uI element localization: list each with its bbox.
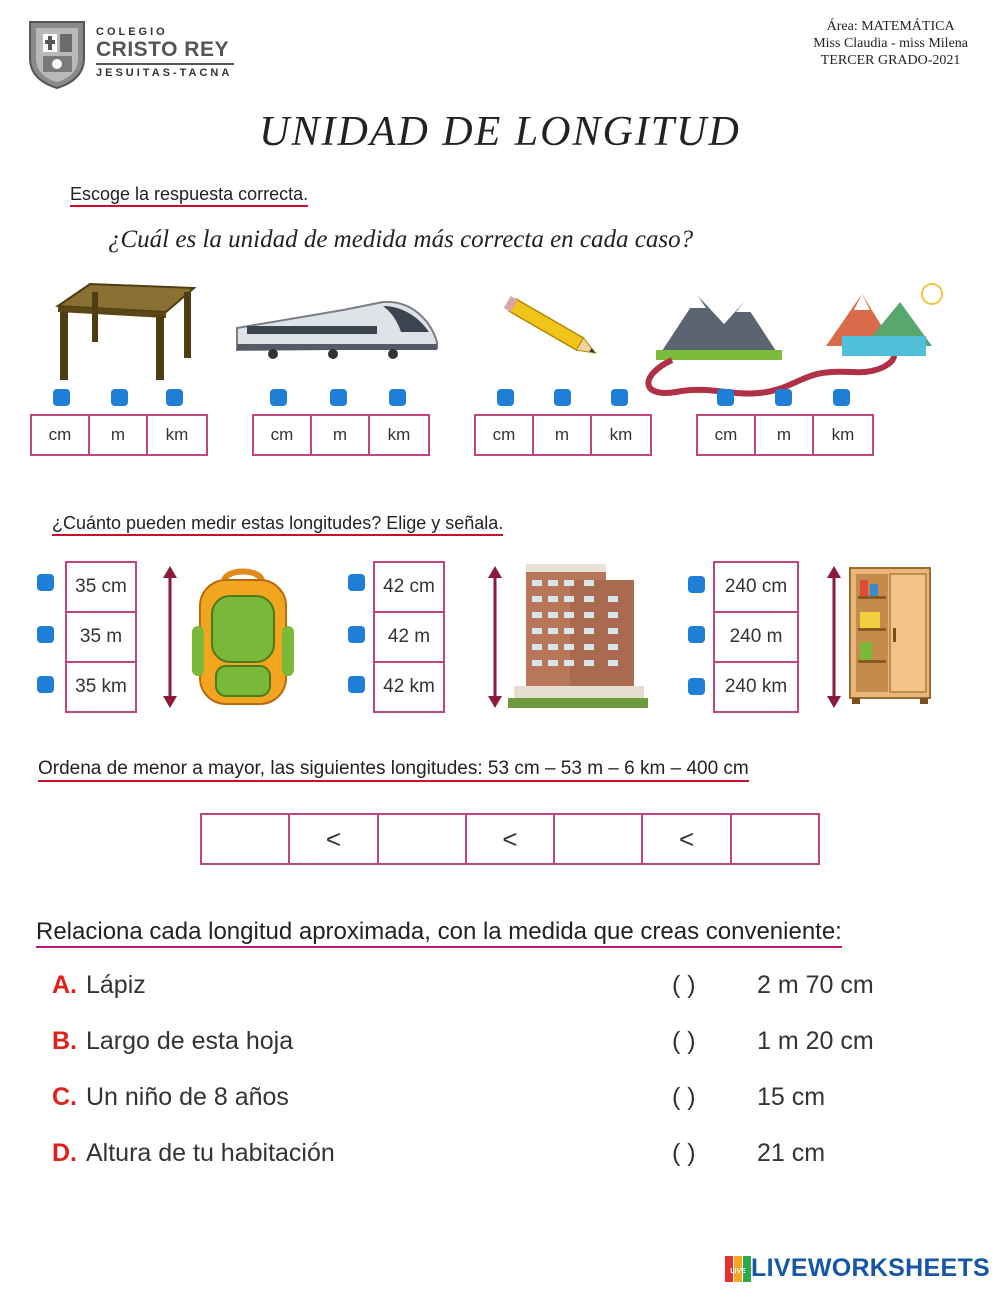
unit-options-table bbox=[30, 414, 208, 456]
unit-checkbox[interactable] bbox=[389, 389, 406, 406]
height-arrow-icon bbox=[825, 566, 843, 708]
liveworksheets-badge-icon bbox=[725, 1256, 751, 1282]
pencil-picture bbox=[498, 296, 610, 362]
height-arrow-icon bbox=[161, 566, 179, 708]
section2-instruction: ¿Cuánto pueden medir estas longitudes? Elige y señala. bbox=[52, 513, 503, 534]
item-text: Lápiz bbox=[86, 971, 146, 999]
measure-checkbox[interactable] bbox=[688, 678, 705, 695]
measure-checkbox[interactable] bbox=[688, 626, 705, 643]
unit-option-cm: cm bbox=[476, 416, 534, 454]
unit-option-m: m bbox=[756, 416, 814, 454]
item-measure: 2 m 70 cm bbox=[757, 971, 874, 999]
school-divider bbox=[96, 63, 234, 65]
order-blank[interactable] bbox=[202, 815, 290, 863]
measure-option: 42 m bbox=[375, 613, 443, 663]
unit-checkbox[interactable] bbox=[497, 389, 514, 406]
measure-checkbox[interactable] bbox=[37, 676, 54, 693]
school-label: COLEGIO bbox=[96, 26, 168, 38]
unit-checkbox[interactable] bbox=[166, 389, 183, 406]
unit-options-pencil bbox=[474, 414, 652, 456]
item-measure: 1 m 20 cm bbox=[757, 1027, 874, 1055]
less-than-sign: < bbox=[467, 815, 555, 863]
item-measure: 21 cm bbox=[757, 1139, 826, 1167]
unit-option-cm: cm bbox=[32, 416, 90, 454]
order-blank[interactable] bbox=[555, 815, 643, 863]
answer-parentheses[interactable]: ( ) bbox=[672, 1139, 696, 1167]
section4-instruction: Relaciona cada longitud aproximada, con la medida que creas conveniente: bbox=[36, 918, 842, 946]
unit-checkbox[interactable] bbox=[53, 389, 70, 406]
unit-option-km: km bbox=[831, 425, 855, 444]
answer-parentheses[interactable]: ( ) bbox=[672, 1083, 696, 1111]
less-than-sign: < bbox=[290, 815, 378, 863]
item-letter: A. bbox=[52, 971, 77, 999]
measure-option: 35 km bbox=[75, 676, 127, 697]
unit-option-km: km bbox=[165, 425, 189, 444]
measure-option: 240 m bbox=[715, 613, 797, 663]
unit-checkbox[interactable] bbox=[775, 389, 792, 406]
mountains-road-picture bbox=[632, 276, 956, 402]
unit-checkbox[interactable] bbox=[270, 389, 287, 406]
school-name: CRISTO REY bbox=[96, 38, 229, 61]
badge-label: LIVE bbox=[730, 1267, 746, 1275]
unit-option-cm: cm bbox=[698, 416, 756, 454]
liveworksheets-logo bbox=[725, 1254, 990, 1283]
measure-checkbox[interactable] bbox=[348, 626, 365, 643]
measure-option: 42 km bbox=[383, 676, 435, 697]
school-subtitle: JESUITAS-TACNA bbox=[96, 67, 233, 79]
unit-checkbox[interactable] bbox=[833, 389, 850, 406]
relate-item bbox=[52, 1027, 952, 1061]
grade-label: TERCER GRADO-2021 bbox=[820, 53, 961, 68]
section3-instruction: Ordena de menor a mayor, las siguientes longitudes: 53 cm – 53 m – 6 km – 400 cm bbox=[38, 758, 749, 780]
item-text: Un niño de 8 años bbox=[86, 1083, 289, 1111]
train-picture bbox=[233, 292, 439, 366]
table-picture bbox=[48, 278, 198, 384]
measure-option: 240 km bbox=[724, 676, 788, 697]
item-letter: D. bbox=[52, 1139, 77, 1167]
unit-option-m: m bbox=[534, 416, 592, 454]
measure-checkbox[interactable] bbox=[37, 574, 54, 591]
relate-item bbox=[52, 971, 952, 1005]
measure-options-building bbox=[373, 561, 445, 713]
brand-name: LIVEWORKSHEETS bbox=[751, 1254, 990, 1282]
cabinet-picture bbox=[848, 566, 932, 706]
building-picture bbox=[508, 560, 648, 710]
answer-parentheses[interactable]: ( ) bbox=[672, 971, 696, 999]
order-answer-row bbox=[200, 813, 820, 865]
area-label: Área: MATEMÁTICA bbox=[826, 19, 955, 34]
measure-options-backpack bbox=[65, 561, 137, 713]
item-text: Largo de esta hoja bbox=[86, 1027, 294, 1055]
order-blank[interactable] bbox=[379, 815, 467, 863]
measure-checkbox[interactable] bbox=[37, 626, 54, 643]
less-than-sign: < bbox=[643, 815, 731, 863]
section1-instruction: Escoge la respuesta correcta. bbox=[70, 184, 308, 205]
backpack-picture bbox=[190, 566, 296, 708]
teachers-label: Miss Claudia - miss Milena bbox=[813, 36, 968, 51]
measure-checkbox[interactable] bbox=[688, 576, 705, 593]
unit-checkbox[interactable] bbox=[611, 389, 628, 406]
unit-checkbox[interactable] bbox=[717, 389, 734, 406]
unit-checkbox[interactable] bbox=[330, 389, 347, 406]
unit-option-m: m bbox=[312, 416, 370, 454]
item-text: Altura de tu habitación bbox=[86, 1139, 335, 1167]
unit-options-train bbox=[252, 414, 430, 456]
measure-option: 35 m bbox=[67, 613, 135, 663]
header-info bbox=[813, 18, 968, 69]
measure-checkbox[interactable] bbox=[348, 676, 365, 693]
school-shield-logo bbox=[26, 18, 88, 90]
measure-option: 240 cm bbox=[715, 563, 797, 613]
relate-item bbox=[52, 1083, 952, 1117]
unit-option-km: km bbox=[609, 425, 633, 444]
unit-option-cm: cm bbox=[254, 416, 312, 454]
item-letter: B. bbox=[52, 1027, 77, 1055]
measure-checkbox[interactable] bbox=[348, 574, 365, 591]
answer-parentheses[interactable]: ( ) bbox=[672, 1027, 696, 1055]
unit-option-km: km bbox=[387, 425, 411, 444]
order-blank[interactable] bbox=[732, 815, 818, 863]
unit-option-m: m bbox=[90, 416, 148, 454]
measure-option: 35 cm bbox=[67, 563, 135, 613]
unit-checkbox[interactable] bbox=[554, 389, 571, 406]
section1-question: ¿Cuál es la unidad de medida más correcta en cada caso? bbox=[108, 226, 694, 253]
unit-options-road bbox=[696, 414, 874, 456]
measure-option: 42 cm bbox=[375, 563, 443, 613]
item-measure: 15 cm bbox=[757, 1083, 826, 1111]
item-letter: C. bbox=[52, 1083, 77, 1111]
measure-options-cabinet bbox=[713, 561, 799, 713]
unit-checkbox[interactable] bbox=[111, 389, 128, 406]
page-title: UNIDAD DE LONGITUD bbox=[259, 109, 741, 155]
height-arrow-icon bbox=[486, 566, 504, 708]
relate-item bbox=[52, 1139, 952, 1173]
